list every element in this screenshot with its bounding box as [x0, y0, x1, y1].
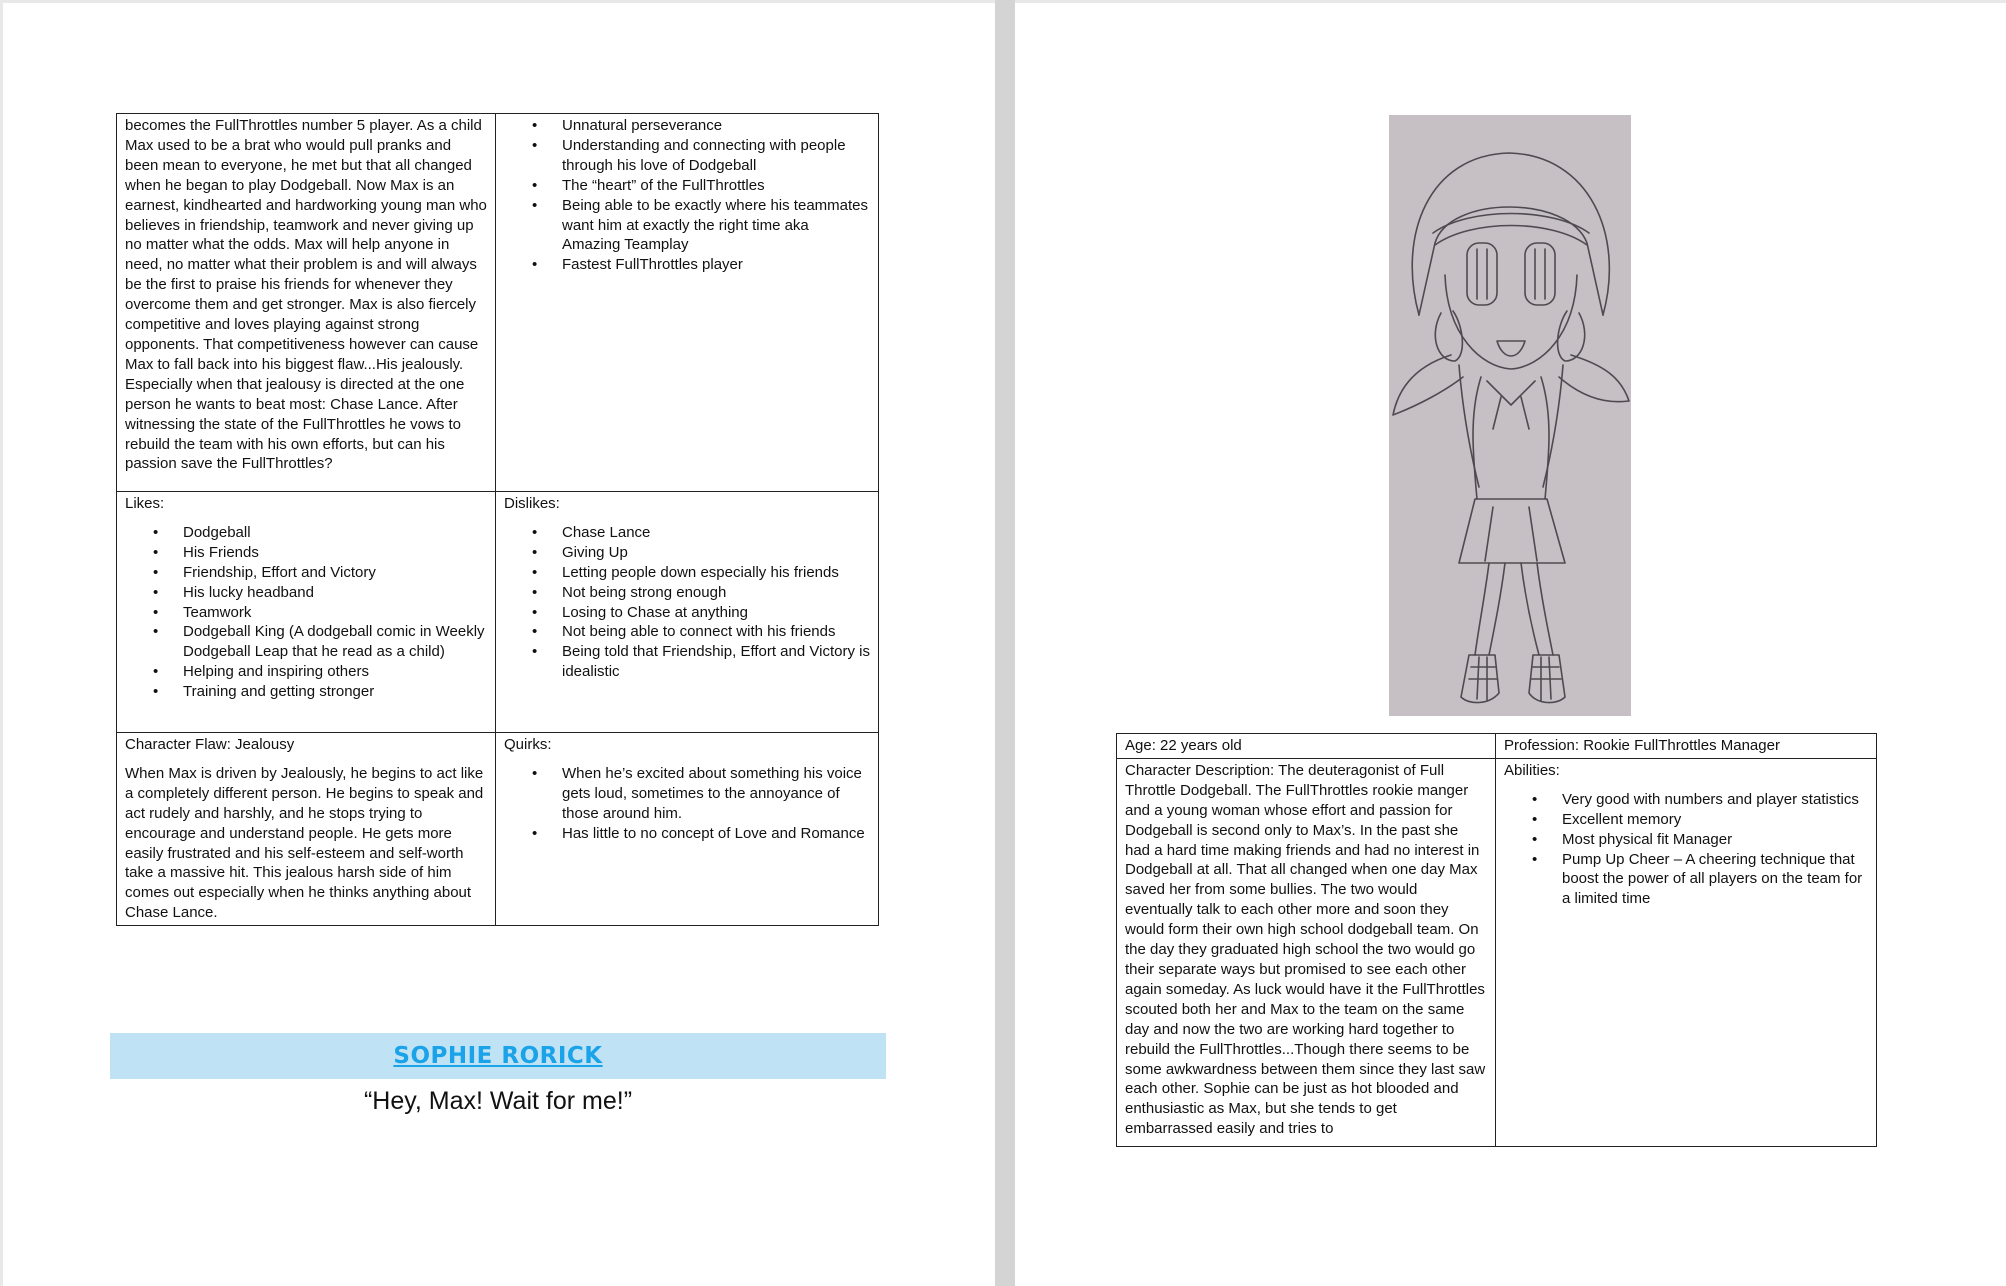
flaw-text: When Max is driven by Jealously, he begins to act like a completely different person. He begins to speak and act rudely and harshly, and he stops trying to encourage and understand people. He gets more easily frustrated and his self-esteem and self-worth take a massive hit. This jealous harsh side of him comes out especially when he thinks anything about Chase Lance. [125, 764, 484, 922]
sophie-abilities-list [1504, 790, 1868, 909]
list-item: • The “heart” of the FullThrottles [562, 176, 870, 196]
list-item: • Has little to no concept of Love and Romance [562, 824, 870, 844]
age-text: Age: 22 years old [1125, 737, 1242, 754]
list-item: • Friendship, Effort and Victory [183, 563, 487, 583]
list-item: • Most physical fit Manager [1562, 830, 1868, 850]
flaw-cell [117, 733, 496, 926]
list-item: • Helping and inspiring others [183, 662, 487, 682]
likes-list [125, 523, 487, 702]
abilities-cell [496, 114, 879, 492]
list-item: • Being able to be exactly where his teammates want him at exactly the right time aka Amazing Teamplay [562, 196, 870, 256]
list-item: • Excellent memory [1562, 810, 1868, 830]
sophie-abilities-cell [1496, 758, 1877, 1146]
list-item: • Very good with numbers and player statistics [1562, 790, 1868, 810]
list-item: • His Friends [183, 543, 487, 563]
list-item: • Not being strong enough [562, 583, 870, 603]
list-item: • Not being able to connect with his friends [562, 622, 870, 642]
list-item: • Training and getting stronger [183, 682, 487, 702]
table-row [1117, 758, 1877, 1146]
profession-text: Profession: Rookie FullThrottles Manager [1504, 737, 1780, 754]
age-cell [1117, 734, 1496, 759]
list-item: • When he’s excited about something his voice gets loud, sometimes to the annoyance of those around him. [562, 764, 870, 824]
list-item: • Being told that Friendship, Effort and Victory is idealistic [562, 642, 870, 682]
quirks-list [504, 764, 870, 844]
table-row [117, 733, 879, 926]
list-item: • Letting people down especially his friends [562, 563, 870, 583]
list-item: • Pump Up Cheer – A cheering technique that boost the power of all players on the team for a limited time [1562, 850, 1868, 910]
quirks-cell [496, 733, 879, 926]
list-item: • Chase Lance [562, 523, 870, 543]
likes-cell [117, 492, 496, 733]
abilities-heading: Abilities: [1504, 761, 1560, 779]
dislikes-heading: Dislikes: [504, 495, 560, 512]
list-item: • His lucky headband [183, 583, 487, 603]
list-item: • Fastest FullThrottles player [562, 255, 870, 275]
likes-heading: Likes: [125, 495, 165, 512]
list-item: • Giving Up [562, 543, 870, 563]
dislikes-cell [496, 492, 879, 733]
flaw-heading: Character Flaw: Jealousy [125, 736, 295, 753]
character-quote: “Hey, Max! Wait for me!” [363, 1087, 633, 1115]
list-item: • Teamwork [183, 603, 487, 623]
table-row [117, 114, 879, 492]
sophie-character-table [1116, 733, 1877, 1147]
character-sketch-image [1389, 115, 1631, 716]
bio-cell [117, 114, 496, 492]
bio-text: becomes the FullThrottles number 5 player. As a child Max used to be a brat who would pull pranks and been mean to everyone, he met but that all changed when he began to play Dodgeball. Now Max is an earnest, kindhearted and hardworking young man who believes in friendship, teamwork and never giving up no matter what the odds. Max will help anyone in need, no matter what their problem is and will always be the first to praise his friends for whenever they overcome them and get stronger. Max is also fiercely competitive and loves playing against strong opponents. That competitiveness however can cause Max to fall back into his biggest flaw...His jealously. Especially when that jealousy is directed at the one person he wants to beat most: Chase Lance. After witnessing the state of the FullThrottles he vows to rebuild the team with his own efforts, but can his passion save the FullThrottles? [125, 117, 487, 473]
quirks-heading: Quirks: [504, 736, 552, 753]
list-item: • Unnatural perseverance [562, 116, 870, 136]
character-name-banner [110, 1033, 886, 1079]
description-cell [1117, 758, 1496, 1146]
page-gutter [995, 0, 1015, 1286]
dislikes-list [504, 523, 870, 682]
list-item: • Losing to Chase at anything [562, 603, 870, 623]
list-item: • Understanding and connecting with people through his love of Dodgeball [562, 136, 870, 176]
character-name: SOPHIE RORICK [393, 1043, 603, 1069]
profession-cell [1496, 734, 1877, 759]
table-row [1117, 734, 1877, 759]
table-row [117, 492, 879, 733]
list-item: • Dodgeball King (A dodgeball comic in Weekly Dodgeball Leap that he read as a child) [183, 622, 487, 662]
max-character-table [116, 113, 879, 926]
description-text: Character Description: The deuteragonist of Full Throttle Dodgeball. The FullThrottles rookie manger and a young woman whose effort and passion for Dodgeball is second only to Max’s. In the past she had a hard time making friends and had no interest in Dodgeball at all. That all changed when one day Max saved her from some bullies. The two would eventually talk to each other more and soon they would form their own high school dodgeball team. On the day they graduated high school the two would go their separate ways but promised to see each other again someday. As luck would have it the FullThrottles scouted both her and Max to the team on the same day and now the two are working hard together to rebuild the FullThrottles...Though there seems to be some awkwardness between them since they last saw each other. Sophie can be just as hot blooded and enthusiastic as Max, but she tends to get embarrassed easily and tries to [1125, 761, 1486, 1138]
abilities-list [504, 116, 870, 275]
list-item: • Dodgeball [183, 523, 487, 543]
